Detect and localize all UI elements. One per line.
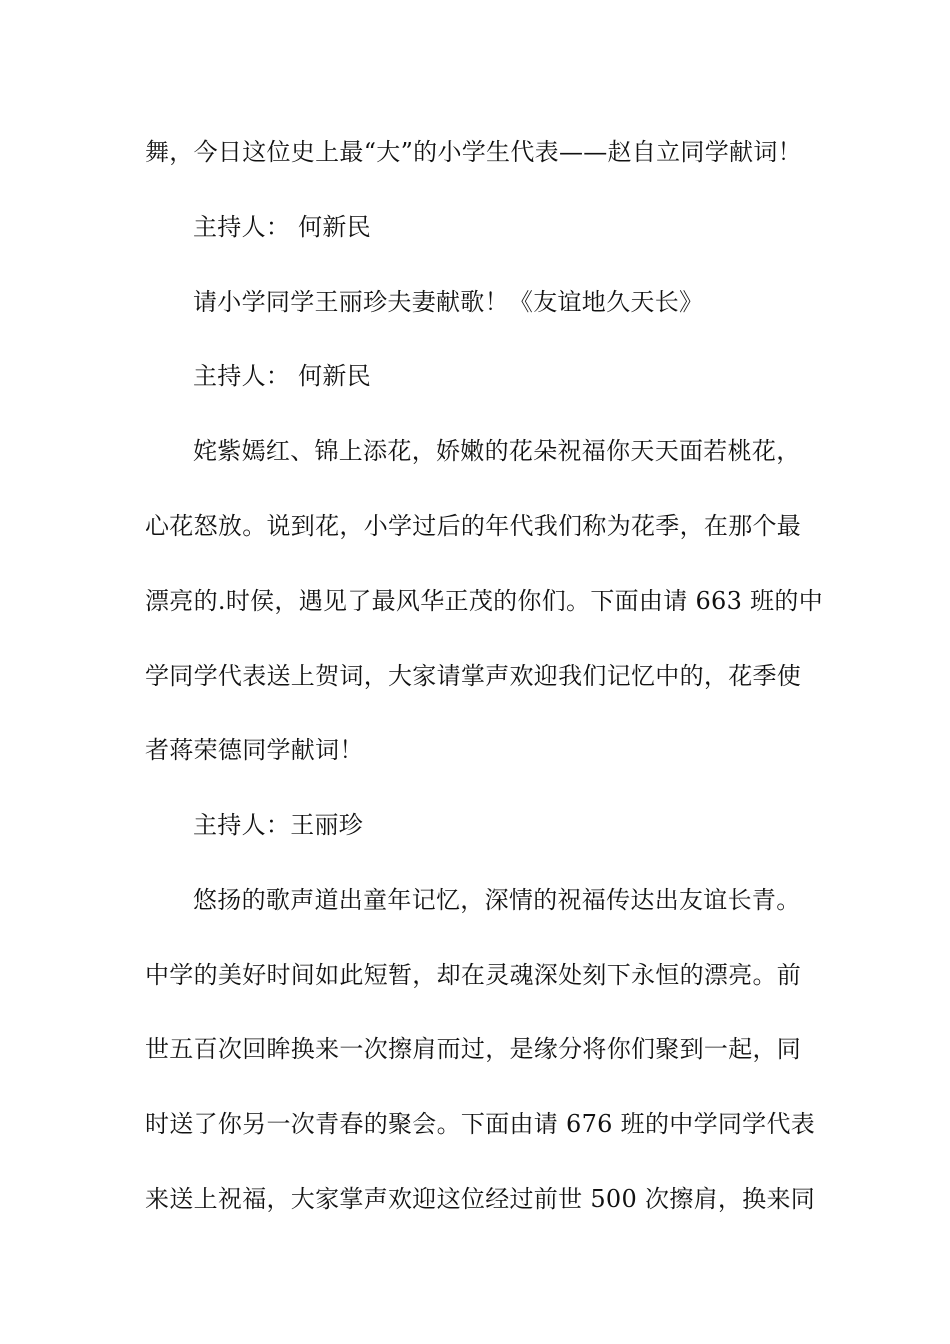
host-label: 主持人： 何新民	[193, 362, 372, 390]
paragraph-first-line: 姹紫嫣红、锦上添花，娇嫩的花朵祝福你天天面若桃花，	[193, 437, 801, 465]
text-line: 时送了你另一次青春的聚会。下面由请 676 班的中学同学代表	[145, 1110, 816, 1138]
text-line: 漂亮的.时侯，遇见了最风华正茂的你们。下面由请 663 班的中	[145, 587, 823, 615]
text-line: 学同学代表送上贺词，大家请掌声欢迎我们记忆中的，花季使	[145, 662, 802, 690]
text-line: 中学的美好时间如此短暂，却在灵魂深处刻下永恒的漂亮。前	[145, 961, 802, 989]
text-line: 来送上祝福，大家掌声欢迎这位经过前世 500 次擦肩，换来同	[145, 1185, 816, 1213]
text-line: 心花怒放。说到花，小学过后的年代我们称为花季，在那个最	[145, 512, 802, 540]
text-line: 者蒋荣德同学献词！	[145, 736, 364, 764]
paragraph-first-line: 悠扬的歌声道出童年记忆，深情的祝福传达出友谊长青。	[193, 886, 801, 914]
host-label: 主持人：王丽珍	[193, 811, 364, 839]
text-line: 请小学同学王丽珍夫妻献歌！《友谊地久天长》	[193, 288, 704, 316]
text-line: 世五百次回眸换来一次擦肩而过，是缘分将你们聚到一起，同	[145, 1035, 802, 1063]
host-label: 主持人： 何新民	[193, 213, 372, 241]
text-line: 舞，今日这位史上最“大”的小学生代表——赵自立同学献词！	[145, 138, 802, 166]
